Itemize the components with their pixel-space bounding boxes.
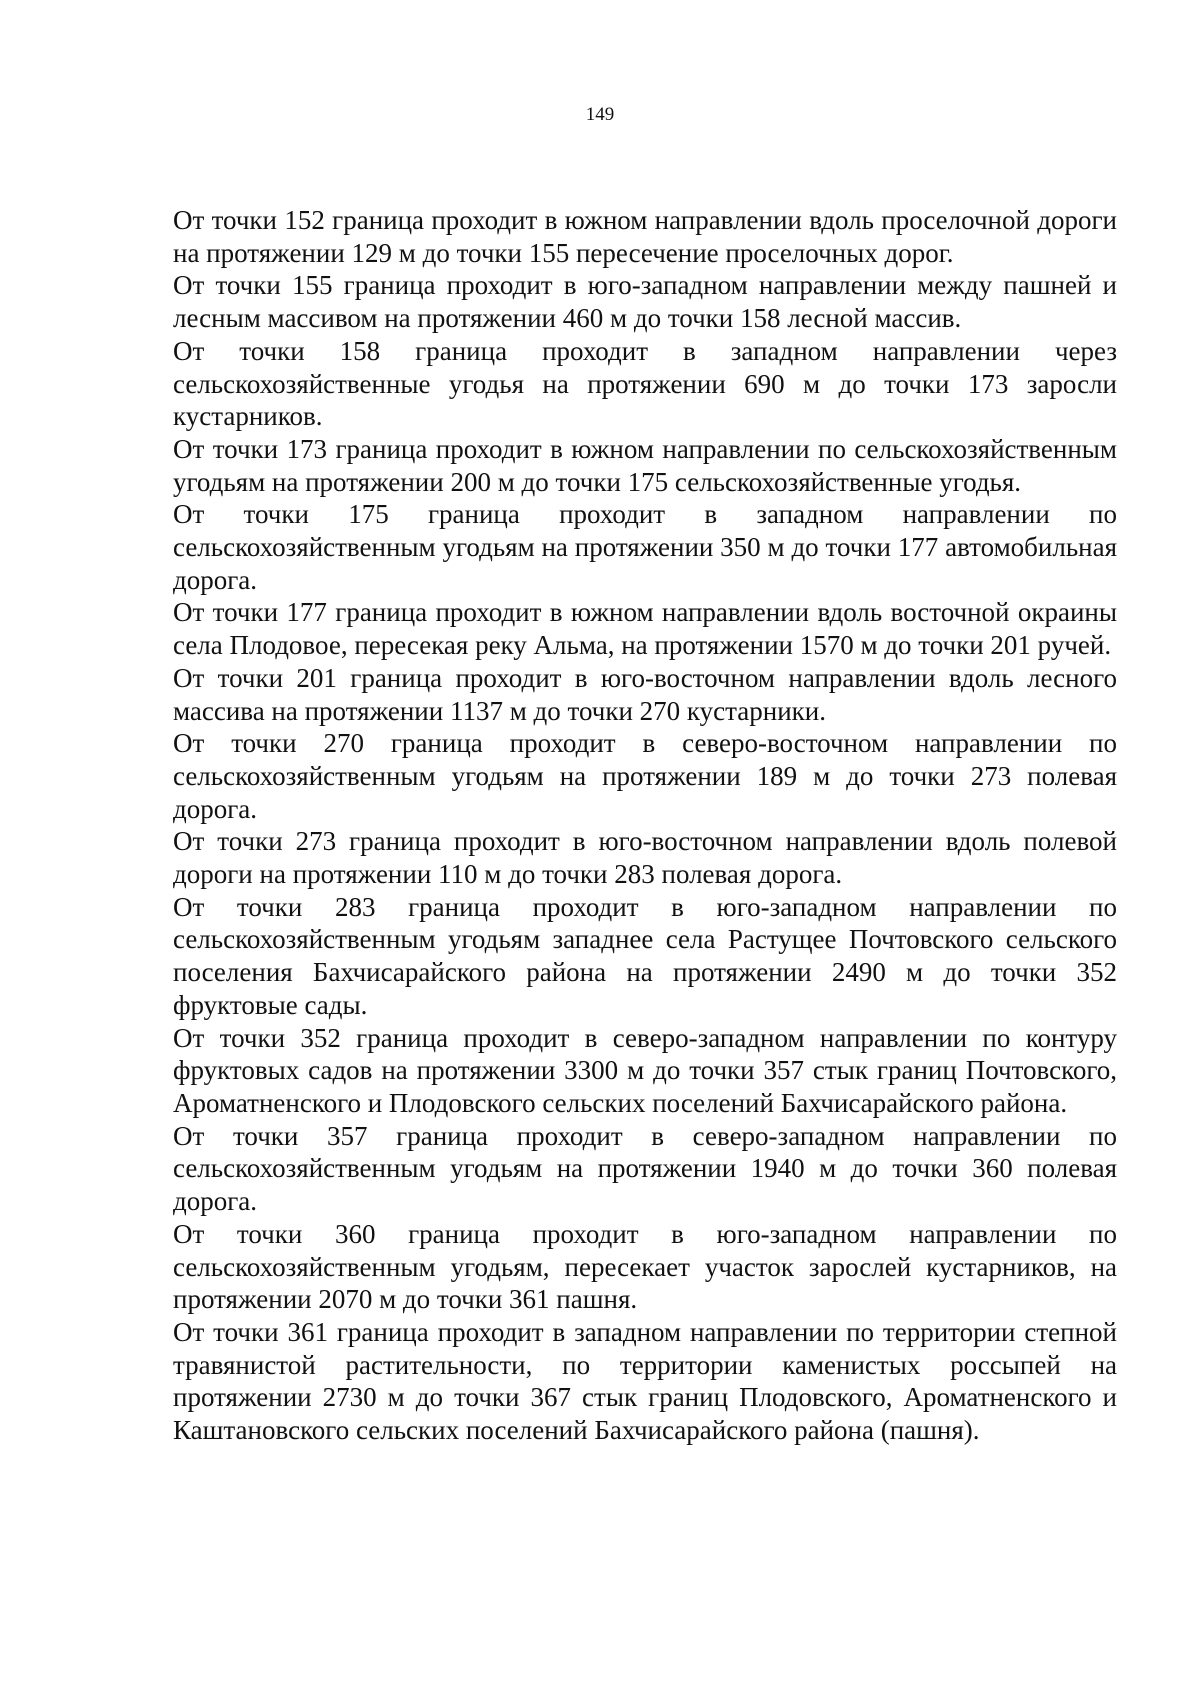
boundary-description — [173, 204, 1117, 1447]
paragraph: От точки 152 граница проходит в южном направлении вдоль проселочной дороги на протяжении 129 м до точки 155 пересечение проселочных дорог. — [173, 205, 1117, 268]
paragraph: От точки 155 граница проходит в юго-западном направлении между пашней и лесным массивом на протяжении 460 м до точки 158 лесной массив. — [173, 270, 1117, 334]
paragraph: От точки 283 граница проходит в юго-западном направлении по сельскохозяйственным угодьям западнее села Растущее Почтовского сельского поселения Бахчисарайского района на протяжении 2490 м до точки 352 фруктовые сады. — [173, 891, 1117, 1020]
page-number: 149 — [585, 104, 615, 125]
paragraph: От точки 361 граница проходит в западном направлении по территории степной травянистой растительности, по территории каменистых россыпей на протяжении 2730 м до точки 367 стык границ Плодовского, Ароматненского и Каштановского сельских поселений Бахчисарайского района (пашня). — [173, 1316, 1117, 1446]
paragraph: От точки 173 граница проходит в южном направлении по сельскохозяйственным угодьям на протяжении 200 м до точки 175 сельскохозяйственные угодья. — [173, 433, 1117, 497]
paragraph: От точки 201 граница проходит в юго-восточном направлении вдоль лесного массива на протяжении 1137 м до точки 270 кустарники. — [173, 662, 1117, 726]
paragraph: От точки 360 граница проходит в юго-западном направлении по сельскохозяйственным угодьям, пересекает участок зарослей кустарников, на протяжении 2070 м до точки 361 пашня. — [173, 1218, 1117, 1315]
paragraph: От точки 352 граница проходит в северо-западном направлении по контуру фруктовых садов на протяжении 3300 м до точки 357 стык границ Почтовского, Ароматненского и Плодовского сельских поселений Бахчисарайского района. — [173, 1022, 1117, 1118]
paragraph: От точки 273 граница проходит в юго-восточном направлении вдоль полевой дороги на протяжении 110 м до точки 283 полевая дорога. — [173, 826, 1117, 890]
paragraph: От точки 357 граница проходит в северо-западном направлении по сельскохозяйственным угодьям на протяжении 1940 м до точки 360 полевая дорога. — [173, 1120, 1117, 1217]
paragraph: От точки 175 граница проходит в западном направлении по сельскохозяйственным угодьям на протяжении 350 м до точки 177 автомобильная дорога. — [173, 499, 1117, 595]
paragraph: От точки 177 граница проходит в южном направлении вдоль восточной окраины села Плодовое, пересекая реку Альма, на протяжении 1570 м до точки 201 ручей. — [173, 597, 1117, 661]
paragraph: От точки 270 граница проходит в северо-восточном направлении по сельскохозяйственным угодьям на протяжении 189 м до точки 273 полевая дорога. — [173, 728, 1117, 824]
paragraph: От точки 158 граница проходит в западном направлении через сельскохозяйственные угодья на протяжении 690 м до точки 173 заросли кустарников. — [173, 335, 1117, 432]
